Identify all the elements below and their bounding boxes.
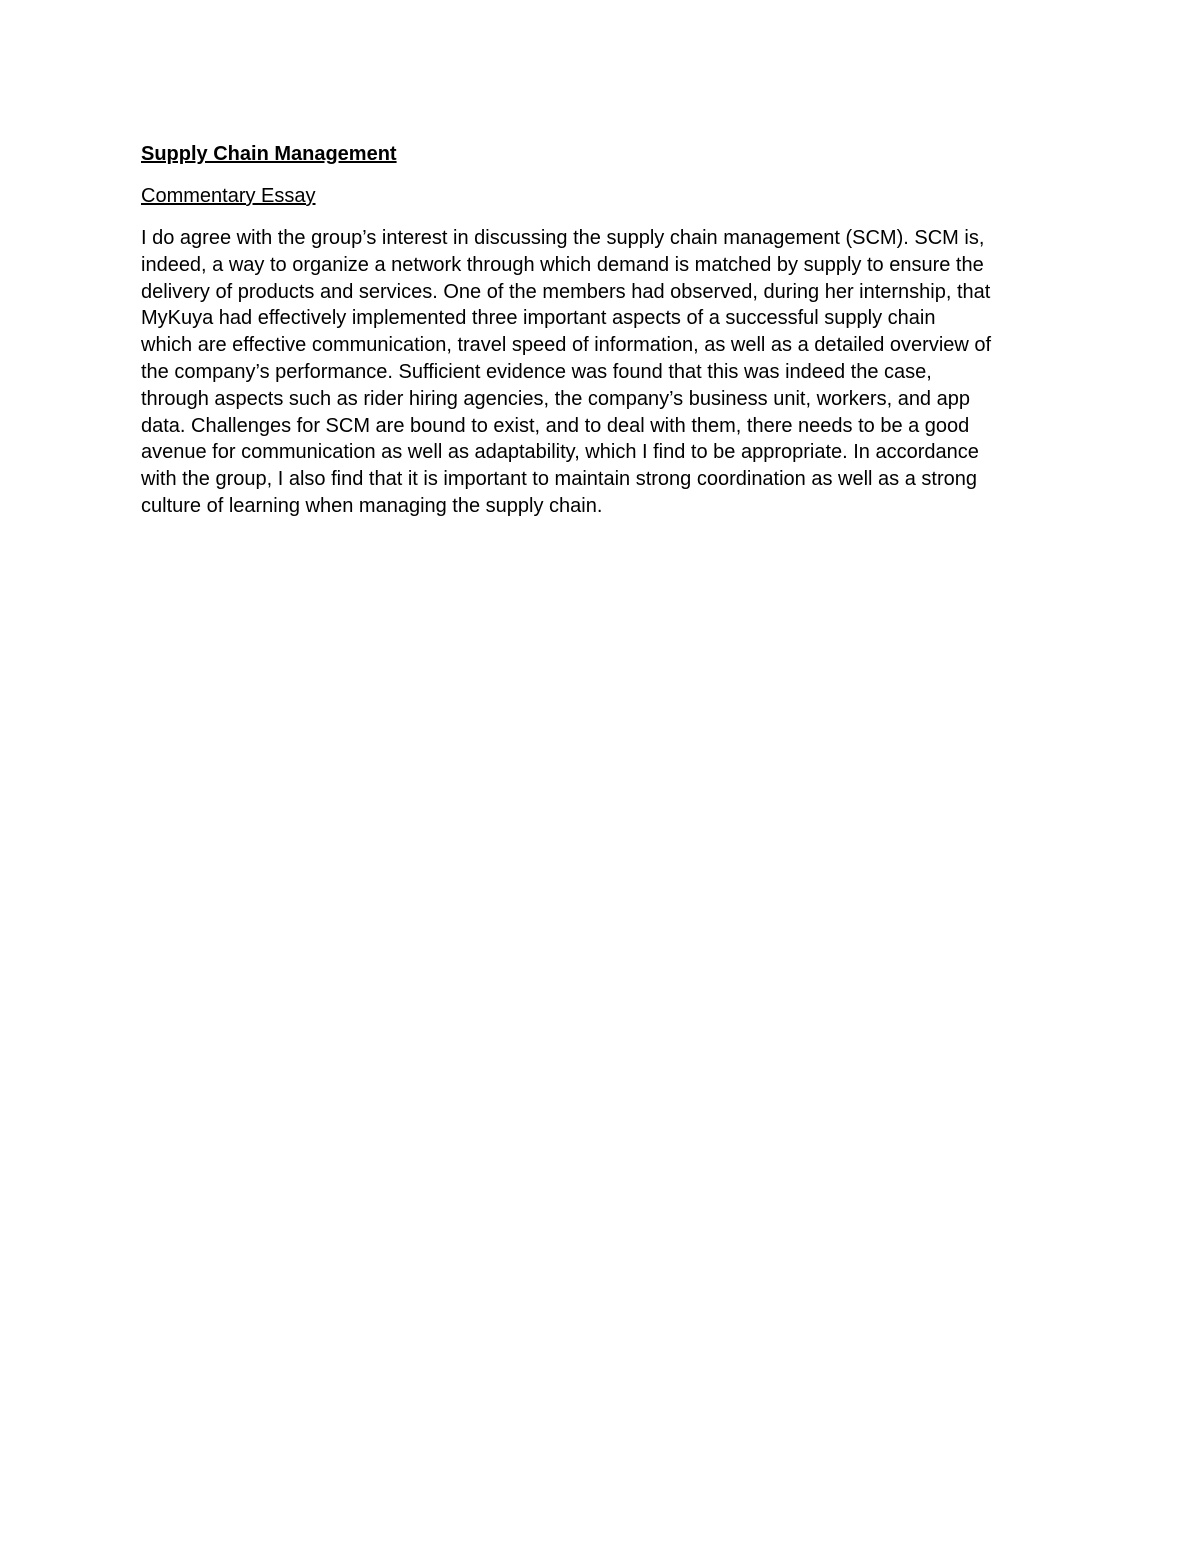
paragraph-line: culture of learning when managing the supply chain. xyxy=(141,494,603,517)
document-title: Supply Chain Management xyxy=(141,143,397,165)
paragraph-line: through aspects such as rider hiring agencies, the company’s business unit, workers, and app xyxy=(141,387,970,410)
paragraph-line: indeed, a way to organize a network through which demand is matched by supply to ensure the xyxy=(141,253,984,276)
paragraph-line: avenue for communication as well as adaptability, which I find to be appropriate. In accordance xyxy=(141,441,979,464)
document-content xyxy=(141,141,1066,520)
paragraph-line: which are effective communication, travel speed of information, as well as a detailed overview of xyxy=(141,334,992,357)
paragraph-line: MyKuya had effectively implemented three important aspects of a successful supply chain xyxy=(141,307,936,330)
paragraph-line: delivery of products and services. One of the members had observed, during her internship, that xyxy=(141,280,991,303)
document-subtitle: Commentary Essay xyxy=(141,185,316,207)
paragraph-line: the company’s performance. Sufficient evidence was found that this was indeed the case, xyxy=(141,360,932,383)
essay-paragraph xyxy=(141,225,1066,520)
paragraph-line: data. Challenges for SCM are bound to exist, and to deal with them, there needs to be a good xyxy=(141,414,970,437)
paragraph-line: I do agree with the group’s interest in discussing the supply chain management (SCM). SCM is, xyxy=(141,227,985,249)
paragraph-line: with the group, I also find that it is important to maintain strong coordination as well as a strong xyxy=(141,468,977,491)
